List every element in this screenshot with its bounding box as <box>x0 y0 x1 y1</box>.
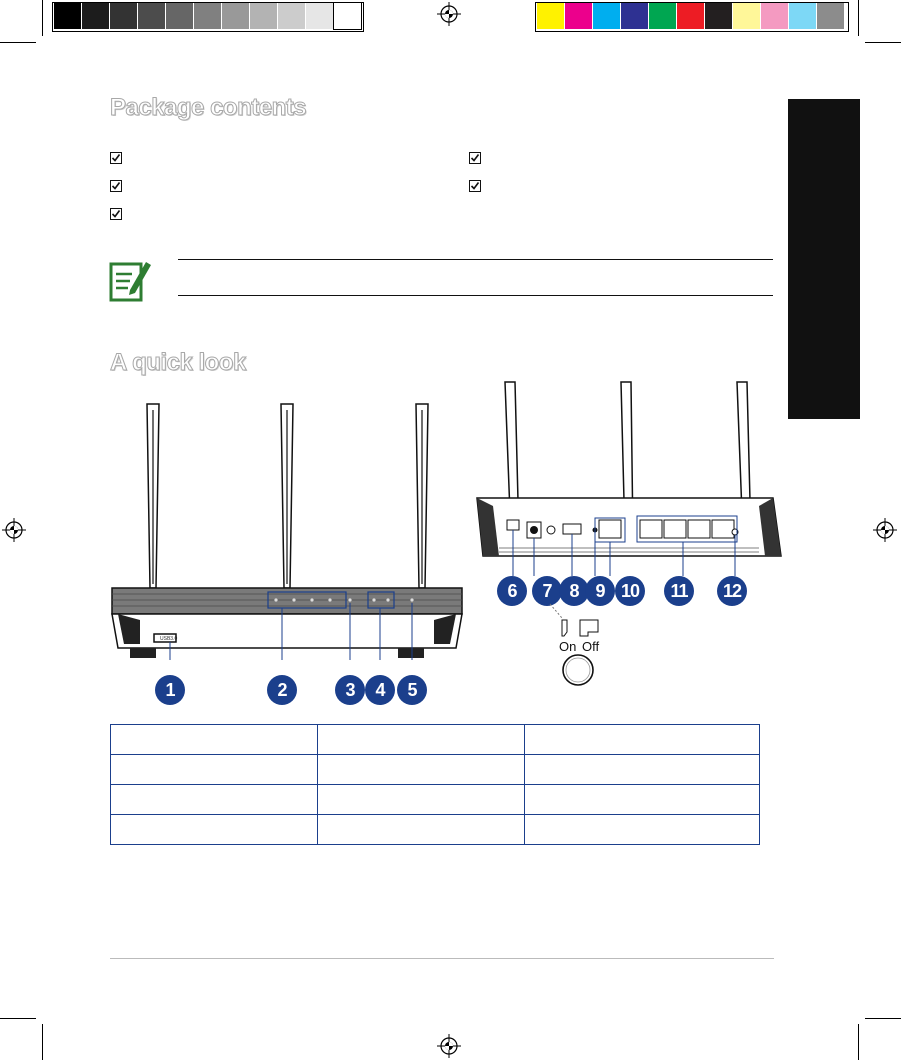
router-back-illustration <box>475 380 785 580</box>
crop-mark <box>0 42 36 43</box>
color-swatch <box>817 3 844 29</box>
callout-8: 8 <box>559 576 589 606</box>
table-cell <box>318 725 525 755</box>
color-swatch <box>82 3 109 29</box>
color-swatch <box>761 3 788 29</box>
color-swatch <box>565 3 592 29</box>
power-switch-detail-illustration <box>540 600 620 690</box>
note-icon <box>108 256 152 302</box>
table-cell <box>111 725 318 755</box>
package-contents-heading: Package contents <box>110 94 307 121</box>
table-cell <box>111 755 318 785</box>
color-swatch <box>593 3 620 29</box>
callout-11: 11 <box>664 576 694 606</box>
table-cell <box>111 815 318 845</box>
color-swatch <box>194 3 221 29</box>
callout-1: 1 <box>155 675 185 705</box>
checkbox-checked-icon <box>469 180 481 192</box>
color-swatch <box>789 3 816 29</box>
color-swatch <box>733 3 760 29</box>
checkbox-checked-icon <box>469 152 481 164</box>
color-swatch <box>250 3 277 29</box>
table-cell <box>111 785 318 815</box>
crop-mark <box>858 0 859 36</box>
registration-mark-icon <box>437 1034 461 1058</box>
callout-3: 3 <box>335 675 365 705</box>
color-swatch <box>166 3 193 29</box>
color-swatch <box>222 3 249 29</box>
table-row <box>111 725 760 755</box>
color-swatch <box>306 3 333 29</box>
switch-off-label: Off <box>582 639 600 654</box>
table-cell <box>525 755 760 785</box>
table-row <box>111 815 760 845</box>
callout-4: 4 <box>365 675 395 705</box>
color-swatch <box>334 3 361 29</box>
footer-rule <box>110 958 774 959</box>
crop-mark <box>42 1024 43 1060</box>
language-side-tab <box>788 99 860 419</box>
registration-mark-icon <box>873 518 897 542</box>
callout-7: 7 <box>532 576 562 606</box>
usb-port-label: USB3.0 <box>160 636 178 642</box>
crop-mark <box>858 1024 859 1060</box>
crop-mark <box>865 1018 901 1019</box>
table-cell <box>318 755 525 785</box>
color-swatch <box>705 3 732 29</box>
table-cell <box>525 725 760 755</box>
quick-look-heading: A quick look <box>110 349 246 376</box>
table-cell <box>525 785 760 815</box>
router-front-illustration <box>110 398 470 660</box>
crop-mark <box>0 1018 36 1019</box>
checkbox-checked-icon <box>110 152 122 164</box>
callout-12: 12 <box>717 576 747 606</box>
color-swatch <box>677 3 704 29</box>
callout-10: 10 <box>615 576 645 606</box>
note-top-rule <box>178 259 773 260</box>
callout-5: 5 <box>397 675 427 705</box>
checkbox-checked-icon <box>110 208 122 220</box>
crop-mark <box>865 42 901 43</box>
port-legend-table <box>110 724 760 845</box>
color-swatch <box>621 3 648 29</box>
table-row <box>111 755 760 785</box>
registration-mark-icon <box>437 2 461 26</box>
note-bottom-rule <box>178 295 773 296</box>
color-swatch <box>649 3 676 29</box>
callout-9: 9 <box>585 576 615 606</box>
crop-mark <box>42 0 43 36</box>
registration-mark-icon <box>2 518 26 542</box>
table-cell <box>318 815 525 845</box>
table-cell <box>525 815 760 845</box>
checkbox-checked-icon <box>110 180 122 192</box>
callout-2: 2 <box>267 675 297 705</box>
table-cell <box>318 785 525 815</box>
color-swatch <box>110 3 137 29</box>
color-swatch <box>537 3 564 29</box>
color-swatch <box>138 3 165 29</box>
callout-6: 6 <box>497 576 527 606</box>
switch-on-label: On <box>559 639 577 654</box>
table-row <box>111 785 760 815</box>
color-swatch <box>54 3 81 29</box>
color-swatch <box>278 3 305 29</box>
